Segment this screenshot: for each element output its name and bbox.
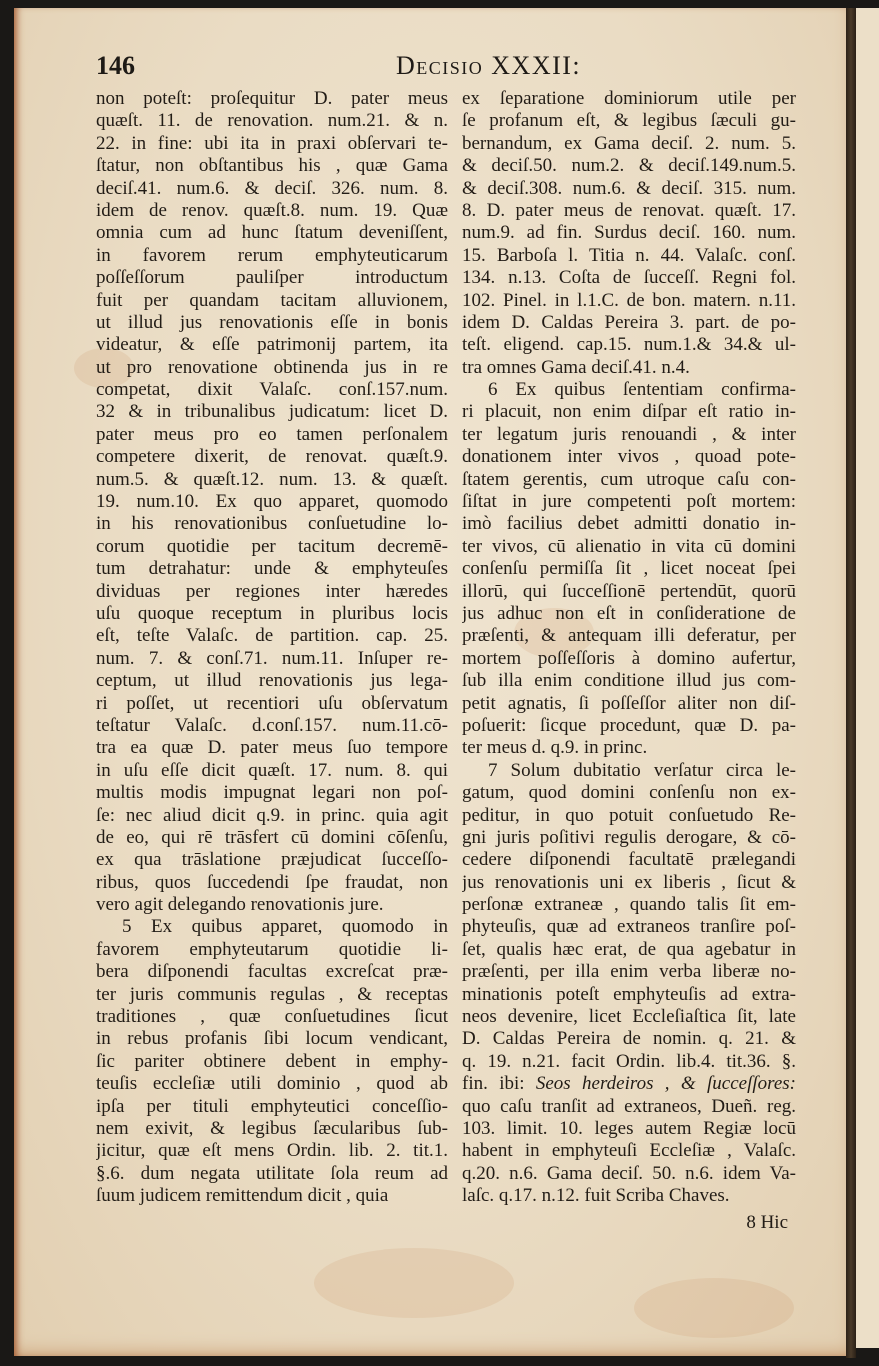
text-line: minationis poteſt emphyteuſis ad extra- [462,983,796,1005]
text-line: non poteſt: proſequitur D. pater meus [96,88,448,109]
text-line: in his renovationibus conſuetudine lo- [96,513,448,535]
text-line: ter meus d. q.9. in princ. [462,737,648,759]
text-line: omnia cum ad hunc ſtatum deveniſſent, [96,222,448,244]
text-line: ter juris communis regulas , & receptas [96,983,448,1005]
text-line: petit agnatis, ſi poſſeſſor aliter non diſ- [462,692,796,714]
text-line: num. 7. & conſ.71. num.11. Inſuper re- [96,647,448,669]
text-line: eſt, teſte Valaſc. de partition. cap. 25. [96,625,448,647]
text-line: corum quotidie per tacitum decremē- [96,535,448,557]
catchword: 8 Hic [746,1211,788,1233]
text-line: ſe: nec aliud dicit q.9. in princ. quia agit [96,804,448,826]
text-line: ſet, qualis hæc erat, de qua agebatur in [462,938,796,960]
page-header [96,50,796,82]
text-line: cedere diſponendi facultatē prælegandi [462,849,796,871]
text-line: fin. ibi: Seos herdeiros , & ſucceſſores: [462,1073,796,1095]
text-line: tum detrahatur: unde & emphyteuſes [96,558,448,580]
book-gutter [846,8,856,1358]
text-line: videatur, & eſſe patrimonij partem, ita [96,334,448,356]
text-line: 7 Solum dubitatio verſatur circa le- [488,759,796,781]
text-line: jus adhuc non eſt in conſideratione de [462,602,796,624]
text-line: in uſu eſſe dicit quæſt. 17. num. 8. qui [96,759,448,781]
text-line: bera diſponendi facultas excreſcat præ- [96,961,448,983]
text-line: traditiones , quæ conſuetudines ſicut [96,1006,448,1028]
left-text-column [96,88,448,1208]
text-line: ribus, quos ſuccedendi ſpe fraudat, non [96,871,448,893]
text-line: donationem inter vivos , quoad pote- [462,446,796,468]
text-line: in rebus profanis ſibi locum vendicant, [96,1028,448,1050]
text-line: ceptum, ut illud renovationis jus lega- [96,670,448,692]
text-line: favorem emphyteutarum quotidie li- [96,938,448,960]
text-line: poſſeſſorum pauliſper introductum [96,267,448,289]
text-line: q.20. n.6. Gama deciſ. 50. n.6. idem Va- [462,1162,796,1184]
italic-quote: Seos herdeiros , & ſucceſſores: [535,1073,796,1095]
text-line: laſc. q.17. n.12. fuit Scriba Chaves. [462,1185,730,1207]
text-line: & deciſ.308. num.6. & deciſ. 315. num. [462,177,796,199]
text-line: deciſ.41. num.6. & deciſ. 326. num. 8. [96,177,448,199]
text-line: 15. Barboſa l. Titia n. 44. Valaſc. conſ. [462,244,796,266]
text-line: phyteuſis, quæ ad extraneos tranſire poſ- [462,916,796,938]
text-line: ter vivos, cū alienatio in vita cū domini [462,535,796,557]
text-line: 5 Ex quibus apparet, quomodo in [122,916,448,938]
text-line: in favorem rerum emphyteuticarum [96,244,448,266]
text-line: teſtatur Valaſc. d.conſ.157. num.11.cō- [96,714,448,736]
foxing-stain [314,1248,514,1318]
text-line: ipſa per tituli emphyteutici conceſſio- [96,1095,448,1117]
text-line: gni juris poſitivi regulis derogare, & cō- [462,826,796,848]
text-line: uſu quoque receptum in pluribus locis [96,602,448,624]
text-line: ri placuit, non enim diſpar eſt ratio in- [462,401,796,423]
text-line: multis modis impugnat legari non poſ- [96,782,448,804]
text-line: dividuas per regiones inter hæredes [96,580,448,602]
text-line: jicitur, quæ eſt mens Ordin. lib. 2. tit.1. [96,1140,448,1162]
text-line: 8. D. pater meus de renovat. quæſt. 17. [462,199,796,221]
text-line: 32 & in tribunalibus judicatum: licet D. [96,401,448,423]
text-line: tra omnes Gama deciſ.41. n.4. [462,356,690,378]
text-line: num.9. ad fin. Surdus deciſ. 160. num. [462,222,796,244]
text-line: competat, dixit Valaſc. conſ.157.num. [96,379,448,401]
text-line: teſt. eligend. cap.15. num.1.& 34.& ul- [462,334,796,356]
foxing-stain [634,1278,794,1338]
text-line: mortem poſſeſſoris à domino aufertur, [462,647,796,669]
text-line: ter legatum juris renouandi , & inter [462,423,796,445]
text-line: D. Caldas Pereira de nomin. q. 21. & [462,1028,796,1050]
running-head: Decisio XXXII: [396,51,582,80]
right-column-lines [462,88,796,1208]
text-line: bernandum, ex Gama deciſ. 2. num. 5. [462,132,796,154]
text-line: habent in emphyteuſi Eccleſiæ , Valaſc. [462,1140,796,1162]
text-line: illorū, qui ſucceſſionē pertendūt, quorū [462,580,796,602]
text-line: præſenti, & antequam illi deferatur, per [462,625,796,647]
text-line: §.6. dum negata utilitate ſola reum ad [96,1162,448,1184]
text-line: ſtatur, non obſtantibus his , quæ Gama [96,155,448,177]
text-line: quo caſu tranſit ad extraneos, Dueñ. reg. [462,1095,796,1117]
text-line: ſuum judicem remittendum dicit , quia [96,1185,389,1207]
text-line: num.5. & quæſt.12. num. 13. & quæſt. [96,468,448,490]
text-line: idem D. Caldas Pereira 3. part. de po- [462,311,796,333]
text-line: ex qua trāslatione præjudicat ſucceſſo- [96,849,448,871]
text-line: teuſis eccleſiæ utili dominio , quod ab [96,1073,448,1095]
text-line: idem de renov. quæſt.8. num. 19. Quæ [96,199,448,221]
text-line: ri poſſet, ut recentiori uſu obſervatum [96,692,448,714]
right-text-column [462,88,796,1234]
text-line: & deciſ.50. num.2. & deciſ.149.num.5. [462,155,796,177]
text-line: præſenti, per illa enim verba liberæ no- [462,961,796,983]
text-line: imò facilius debet admitti donatio in- [462,513,796,535]
text-line: quæſt. 11. de renovation. num.21. & n. [96,110,448,132]
text-line: gatum, quod domini conſenſu non ex- [462,782,796,804]
text-line: ſe profanum eſt, & legibus ſæculi gu- [462,110,796,132]
text-line: poſuerit: ſicque procedunt, quæ D. pa- [462,714,796,736]
text-line: peditur, in quo potuit conſuetudo Re- [462,804,796,826]
text-line: 22. in fine: ubi ita in praxi obſervari te- [96,132,448,154]
text-line: pater meus pro eo tamen perſonalem [96,423,448,445]
text-line: 6 Ex quibus ſententiam confirma- [488,379,796,401]
text-line: 19. num.10. Ex quo apparet, quomodo [96,491,448,513]
text-line: 102. Pinel. in l.1.C. de bon. matern. n.11. [462,289,796,311]
page-number: 146 [96,51,135,80]
text-line: ſiſtat in jure competenti poſt mortem: [462,491,796,513]
text-line: 103. limit. 10. leges autem Regiæ locū [462,1117,796,1139]
text-line: ſub illa enim conditione illud jus com- [462,670,796,692]
text-line: ut illud jus renovationis eſſe in bonis [96,311,448,333]
text-line: fuit per quandam tacitam alluvionem, [96,289,448,311]
text-line: conſenſu permiſſa ſit , licet noceat ſpei [462,558,796,580]
text-line: tra ea quæ D. pater meus ſuo tempore [96,737,448,759]
text-line: nem exivit, & legibus ſæcularibus ſub- [96,1117,448,1139]
text-line: q. 19. n.21. facit Ordin. lib.4. tit.36. §. [462,1050,796,1072]
facing-page-edge [856,8,879,1348]
text-line: ſic pariter obtinere debent in emphy- [96,1050,448,1072]
text-line: perſonæ extraneæ , quando talis ſit em- [462,894,796,916]
text-line: competere dixerit, de renovat. quæſt.9. [96,446,448,468]
text-line: ſtatem gerentis, cum utroque caſu con- [462,468,796,490]
text-line: ut pro renovatione obtinenda jus in re [96,356,448,378]
text-line: de eo, qui rē trāsfert cū domini cōſenſu, [96,826,448,848]
text-line: 134. n.13. Coſta de ſucceſſ. Regni fol. [462,267,796,289]
text-line: jus renovationis uni ex liberis , ſicut & [462,871,796,893]
text-line: ex ſeparatione dominiorum utile per [462,88,796,109]
text-line: vero agit delegando renovationis jure. [96,894,384,916]
text-line: neos devenire, licet Eccleſiaſtica ſit, late [462,1006,796,1028]
